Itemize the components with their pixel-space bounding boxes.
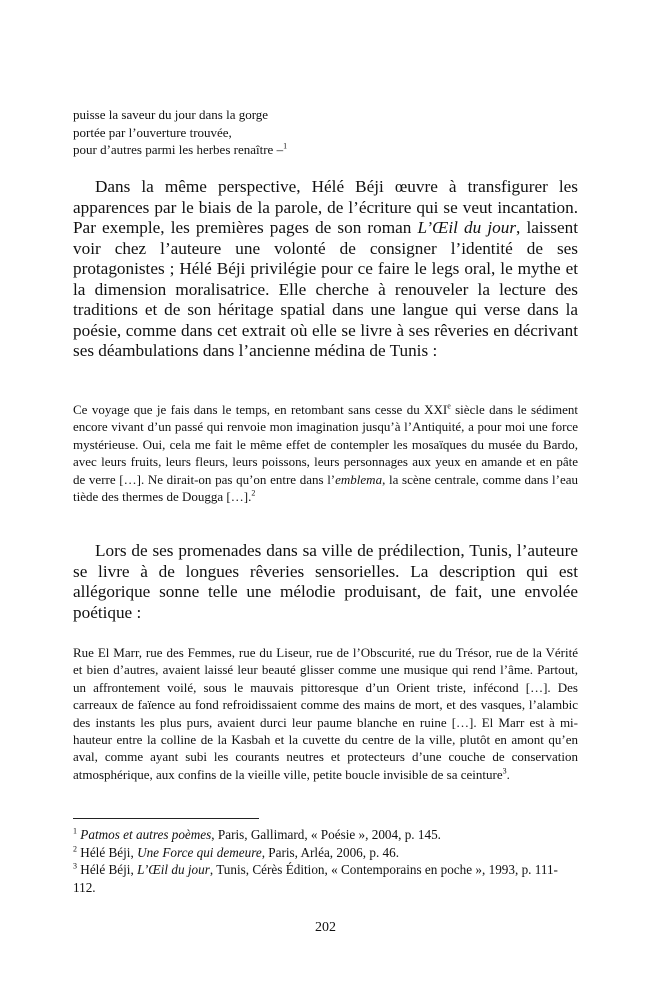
book-title: L’Œil du jour: [417, 218, 517, 237]
footnote-3: [73, 861, 578, 896]
quote-end: .: [506, 766, 510, 782]
footnote-title: Une Force qui demeure: [137, 844, 262, 860]
footnote-title: Patmos et autres poèmes: [80, 827, 212, 842]
quote-text: Rue El Marr, rue des Femmes, rue du Liseur, rue de l’Obscurité, rue du Trésor, rue de la Vérité et bien d’autres, avaient laissé leur beauté glisser comme une musique qui rend l’âme. Partout, un affrontement voilé, sous le mauvais pittoresque d’un Orient triste, infécond […]. Des carreaux de faïence au fond refroidissaient comme des mains de mort, et des vasques, l’alambic des instants les plus purs, avaient durci leur paume blanche en ruine […]. El Marr est à mi-hauteur entre la colline de la Kasbah et la cuvette du centre de la ville, plutôt en amont qu’en aval, comme ayant subi les courants neutres et protecteurs d’une couche de conservation atmosphérique, aux confins de la vieille ville, petite boucle invisible de sa ceinture: [73, 645, 578, 782]
footnote-ref-3[interactable]: 3: [502, 766, 507, 776]
poem-excerpt: [73, 106, 287, 159]
page-number: 202: [315, 920, 336, 935]
quote-italic-term: emblema: [335, 471, 383, 487]
footnote-number: 2: [73, 844, 77, 854]
footnote-text: , Tunis, Cérès Édition, « Contemporains en poche », 1993, p. 111-112.: [73, 862, 558, 895]
footnote-text: , Paris, Arléa, 2006, p. 46.: [261, 844, 400, 860]
footnote-text: , Paris, Gallimard, « Poésie », 2004, p. 145.: [211, 827, 441, 842]
body-paragraph-1: [73, 177, 578, 362]
quote-text: Ce voyage que je fais dans le temps, en retombant sans cesse du XXI: [73, 402, 448, 417]
quote-text: siècle dans le sédiment encore vivant d’un passé qui renvoie mon imagination jusqu’à l’Antiquité, a pour moi une force mystérieuse. Oui, cela me fait le même effet de contempler les mosaïques du musée du Bardo, avec leurs fruits, leurs fleurs, leurs poissons, leurs personnages aux yeux en amande et en pâte de verre […]. Ne dirait-on pas qu’on entre dans l’: [73, 402, 578, 487]
footnotes: [73, 826, 578, 896]
footnote-ref-2[interactable]: 2: [251, 488, 256, 498]
block-quote-1: [73, 401, 578, 505]
footnote-text: Hélé Béji,: [80, 844, 138, 860]
footnote-text: Hélé Béji,: [80, 862, 138, 878]
paragraph-text: Dans la même perspective, Hélé Béji œuvre à transfigurer les apparences par le biais de la parole, de l’écriture qui se veut incantation. Par exemple, les premières pages de son roman: [73, 177, 578, 237]
body-paragraph-2: Lors de ses promenades dans sa ville de prédilection, Tunis, l’auteure se livre à de longues rêveries sensorielles. La description qui est allégorique sonne telle une mélodie produisant, de fait, une envolée poétique :: [73, 541, 578, 622]
century-superscript: e: [447, 401, 451, 411]
poem-line: [73, 141, 287, 159]
paragraph-text: , laissent voir chez l’auteure une volonté de consigner l’identité de ses protagonistes ; Hélé Béji privilégie pour ce faire le legs oral, le mythe et la dimension moralisatrice. Elle cherche à renouveler la lecture des traditions et de son héritage spatial dans une langue qui verse dans la poésie, comme dans cet extrait où elle se livre à ses rêveries en décrivant ses déambulations dans l’ancienne médina de Tunis :: [73, 218, 578, 360]
footnote-title: L’Œil du jour: [137, 862, 210, 878]
footnote-ref-1[interactable]: 1: [283, 141, 288, 151]
footnote-number: 1: [73, 826, 77, 836]
footnote-2: [73, 844, 578, 862]
poem-line-text: pour d’autres parmi les herbes renaître –: [73, 142, 284, 157]
quote-text: , la scène centrale, comme dans l’eau tiède des thermes de Dougga […].: [73, 471, 578, 505]
poem-line: portée par l’ouverture trouvée,: [73, 124, 232, 140]
block-quote-2: [73, 644, 578, 783]
footnote-1: [73, 826, 578, 844]
poem-line: puisse la saveur du jour dans la gorge: [73, 107, 269, 122]
footnote-number: 3: [73, 861, 77, 871]
footnote-divider: [73, 818, 259, 819]
